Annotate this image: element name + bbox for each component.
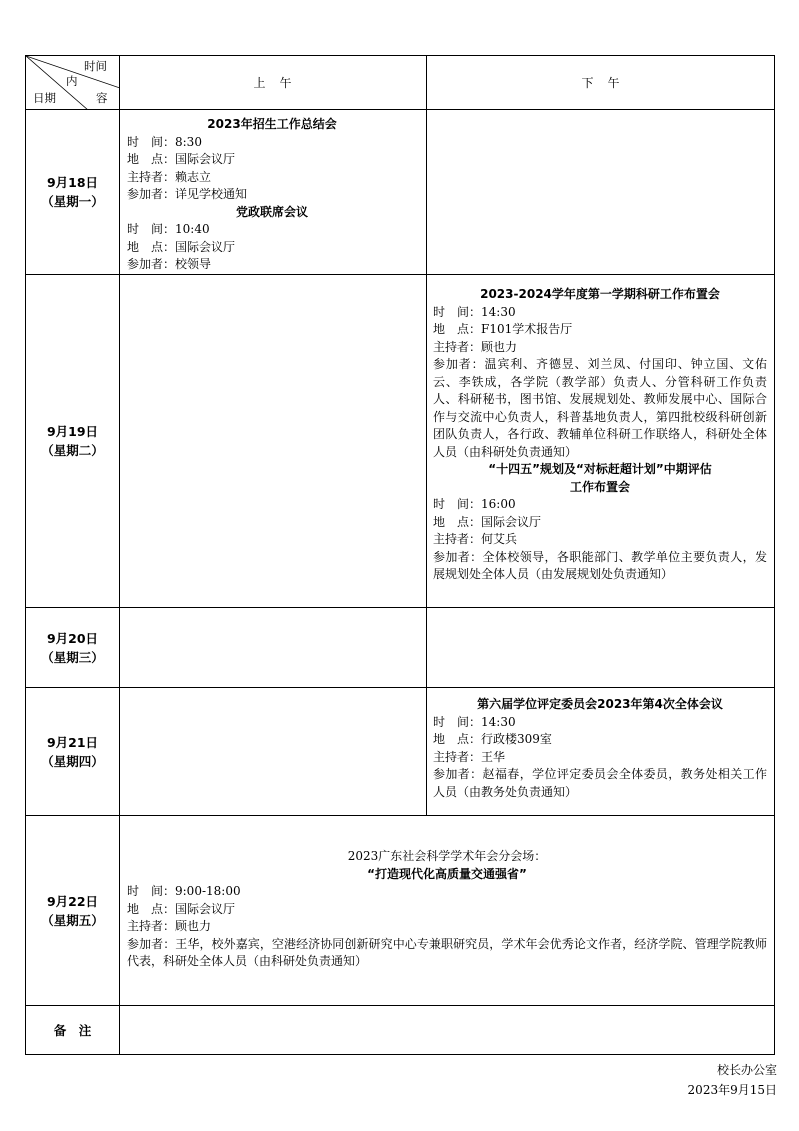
meeting-time: 时 间：14:30 (433, 304, 516, 319)
meeting-title: 党政联席会议 (235, 204, 308, 219)
column-divider (426, 56, 427, 815)
row-divider (26, 607, 774, 608)
meeting-host: 主持者：王华 (433, 749, 506, 764)
header-am-cell (120, 56, 426, 109)
tue-pm-content (433, 286, 767, 584)
date-cell-thu (26, 688, 119, 815)
header-am: 上 午 (253, 76, 293, 90)
row-divider (26, 109, 774, 110)
meeting-title-line2: 工作布置会 (569, 479, 630, 494)
meeting-time: 时 间：9:00-18:00 (127, 884, 241, 898)
row-divider (26, 815, 774, 816)
weekday: （星期三） (41, 649, 104, 665)
date: 9月21日 (46, 734, 99, 750)
thu-pm-content (433, 696, 767, 801)
meeting-title: 第六届学位评定委员会2023年第4次全体会议 (477, 697, 723, 711)
meeting-participants: 参加者：赵福春，学位评定委员会全体委员，教务处相关工作人员（由教务处负责通知） (433, 767, 767, 799)
meeting-place: 地 点：国际会议厅 (127, 152, 236, 166)
header-date-label: 日期 (33, 91, 56, 105)
date-cell-tue (26, 275, 119, 607)
date-cell-wed (26, 608, 119, 687)
weekday: （星期一） (41, 194, 104, 209)
meeting-title-line1: “十四五”规划及“对标赶超计划”中期评估 (488, 462, 712, 476)
meeting-title: 2023-2024学年度第一学期科研工作布置会 (480, 287, 720, 301)
meeting-title-line2: “打造现代化高质量交通强省” (367, 866, 527, 881)
meeting-place: 地 点：国际会议厅 (433, 514, 542, 529)
meeting-time: 时 间：10:40 (127, 222, 210, 236)
row-divider (26, 1005, 774, 1006)
remarks-label-cell (26, 1006, 119, 1054)
remarks-label: 备 注 (53, 1022, 92, 1038)
meeting-participants: 参加者：王华，校外嘉宾，空港经济协同创新研究中心专兼职研究员，学术年会优秀论文作者，经济学院、管理学院教师代表，科研处全体人员（由科研处负责通知） (127, 936, 767, 968)
header-pm: 下 午 (581, 76, 621, 90)
meeting-place: 地 点：国际会议厅 (127, 901, 236, 916)
meeting-time: 时 间：16:00 (433, 497, 516, 511)
header-content-label-2: 容 (96, 91, 108, 105)
header-time-label: 时间 (84, 59, 107, 73)
meeting-place: 地 点：国际会议厅 (127, 239, 236, 254)
date-cell-mon (26, 110, 119, 274)
meeting-title-line1: 2023广东社会科学学术年会分会场： (347, 849, 547, 863)
meeting-host: 主持者：何艾兵 (433, 532, 518, 546)
meeting-host: 主持者：赖志立 (127, 169, 212, 184)
header-content-label-1: 内 (66, 74, 78, 88)
meeting-place: 地 点：行政楼309室 (433, 732, 552, 746)
meeting-title: 2023年招生工作总结会 (207, 117, 337, 131)
footer-date: 2023年9月15日 (687, 1083, 777, 1097)
meeting-host: 主持者：顾也力 (433, 339, 518, 354)
date: 9月22日 (46, 893, 99, 909)
meeting-participants: 参加者：详见学校通知 (127, 187, 248, 201)
date-cell-fri (26, 816, 119, 1005)
meeting-participants: 参加者：校领导 (127, 257, 212, 271)
column-divider (119, 56, 120, 1054)
weekday: （星期二） (41, 443, 104, 458)
weekday: （星期五） (41, 912, 104, 928)
header-pm-cell (427, 56, 775, 109)
meeting-participants: 参加者：全体校领导，各职能部门、教学单位主要负责人，发展规划处全体人员（由发展规划处负责通知） (433, 549, 767, 581)
date: 9月19日 (46, 424, 99, 439)
row-divider (26, 687, 774, 688)
row-divider (26, 274, 774, 275)
meeting-time: 时 间：14:30 (433, 714, 516, 729)
meeting-participants: 参加者：温宾利、齐德昱、刘兰凤、付国印、钟立国、文佑云、李铁成，各学院（教学部）负责人、分管科研工作负责人、科研秘书，图书馆、发展规划处、教师发展中心、国际合作与交流中心负责人，科普基地负责人，第四批校级科研创新团队负责人，各行政、教辅单位科研工作联络人，科研处全体人员（由科研处负责通知） (433, 357, 767, 459)
footer-office: 校长办公室 (716, 1063, 777, 1077)
fri-content (127, 848, 767, 971)
date: 9月20日 (46, 630, 99, 646)
meeting-host: 主持者：顾也力 (127, 919, 212, 933)
mon-am-content (127, 116, 417, 274)
meeting-place: 地 点：F101学术报告厅 (433, 322, 573, 336)
meeting-time: 时 间：8:30 (127, 134, 202, 149)
schedule-table (25, 55, 775, 1055)
date: 9月18日 (46, 175, 99, 190)
weekday: （星期四） (41, 753, 104, 769)
